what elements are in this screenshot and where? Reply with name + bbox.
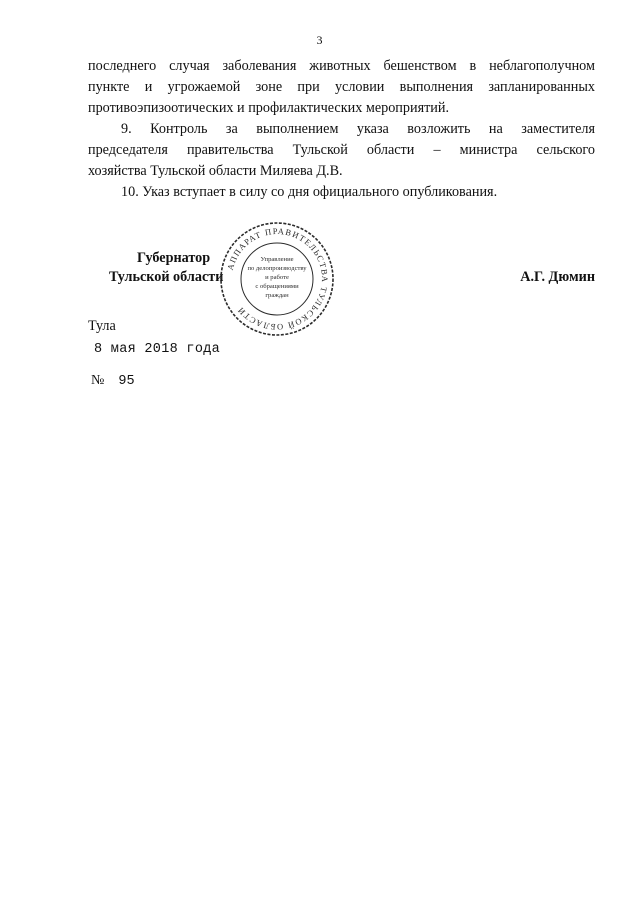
paragraph-continuation	[88, 56, 595, 119]
paragraph-item-9	[88, 119, 595, 182]
stamp-center-line: с обращениями	[255, 283, 299, 290]
text-line: председателя правительства Тульской области – министра сельского	[88, 142, 595, 158]
stamp-ring-text: АППАРАТ ПРАВИТЕЛЬСТВА ТУЛЬСКОЙ ОБЛАСТИ	[224, 225, 331, 333]
text-line: пункте и угрожаемой зоне при условии выполнения запланированных	[88, 79, 595, 95]
text-line: 10. Указ вступает в силу со дня официального опубликования.	[121, 184, 498, 200]
stamp-center-line: и работе	[265, 274, 289, 281]
stamp-center-line: по делопроизводству	[247, 265, 307, 272]
text-line: противоэпизоотических и профилактических мероприятий.	[88, 100, 450, 116]
text-line: последнего случая заболевания животных бешенством в неблагополучном	[88, 58, 595, 74]
document-number	[91, 373, 135, 389]
text-line: 9. Контроль за выполнением указа возложить на заместителя	[121, 121, 595, 137]
page-number: 3	[316, 33, 323, 47]
text-line: хозяйства Тульской области Миляева Д.В.	[88, 163, 343, 179]
document-date: 8 мая 2018 года	[94, 342, 221, 357]
place-of-signing: Тула	[88, 318, 116, 334]
signature-title-line1: Губернатор	[137, 250, 211, 266]
official-stamp	[218, 220, 336, 338]
signature-title-line2: Тульской области	[109, 269, 224, 285]
paragraph-item-10	[88, 182, 595, 203]
stamp-center-line: граждан	[265, 292, 289, 299]
signatory-name: А.Г. Дюмин	[520, 269, 595, 285]
stamp-center-line: Управление	[260, 256, 294, 263]
number-sign: №	[91, 373, 105, 388]
number-value: 95	[118, 374, 135, 389]
